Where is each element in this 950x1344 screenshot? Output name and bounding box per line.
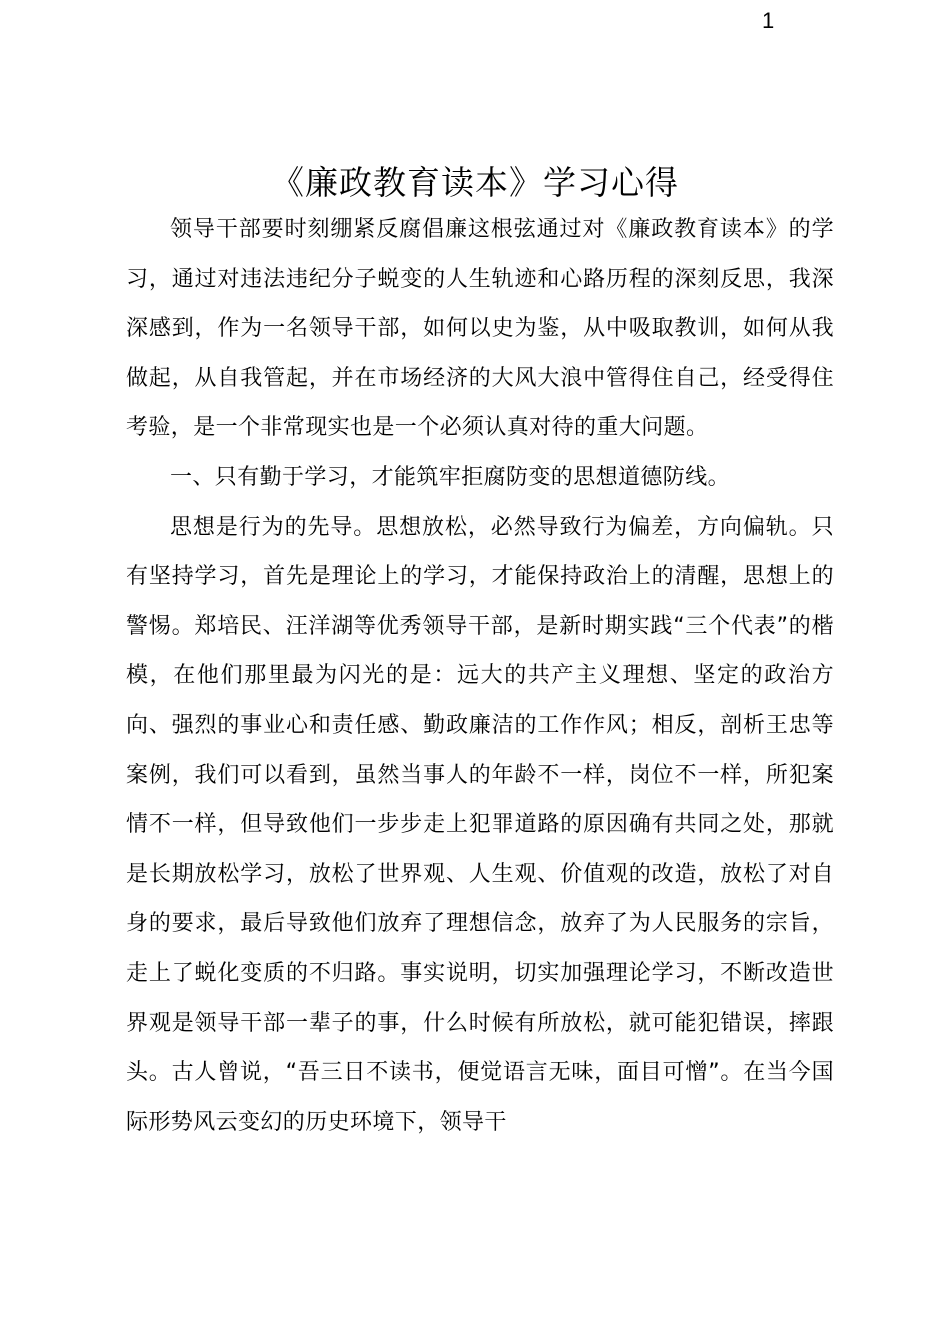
paragraph-intro: 领导干部要时刻绷紧反腐倡廉这根弦通过对《廉政教育读本》的学习，通过对违法违纪分子蜕变的人生轨迹和心路历程的深刻反思，我深深感到，作为一名领导干部，如何以史为鉴，从中吸取教训，如何从我做起，从自我管起，并在市场经济的大风大浪中管得住自己，经受得住考验，是一个非常现实也是一个必须认真对待的重大问题。 (126, 217, 834, 441)
page-number: 1 (762, 8, 775, 33)
document-body (126, 205, 834, 1147)
document-title: 《廉政教育读本》学习心得 (271, 163, 679, 202)
section-heading-1: 一、只有勤于学习，才能筑牢拒腐防变的思想道德防线。 (170, 464, 731, 490)
paragraph-section-1: 思想是行为的先导。思想放松，必然导致行为偏差，方向偏轨。只有坚持学习，首先是理论上的学习，才能保持政治上的清醒，思想上的警惕。郑培民、汪洋湖等优秀领导干部，是新时期实践“三个代表”的楷模，在他们那里最为闪光的是：远大的共产主义理想、坚定的政治方向、强烈的事业心和责任感、勤政廉洁的工作作风；相反，剖析王忠等案例，我们可以看到，虽然当事人的年龄不一样，岗位不一样，所犯案情不一样，但导致他们一步步走上犯罪道路的原因确有共同之处，那就是长期放松学习，放松了世界观、人生观、价值观的改造，放松了对自身的要求，最后导致他们放弃了理想信念，放弃了为人民服务的宗旨，走上了蜕化变质的不归路。事实说明，切实加强理论学习，不断改造世界观是领导干部一辈子的事，什么时候有所放松，就可能犯错误，摔跟头。古人曾说，“吾三日不读书，便觉语言无味，面目可憎”。在当今国际形势风云变幻的历史环境下，领导干 (126, 514, 834, 1135)
